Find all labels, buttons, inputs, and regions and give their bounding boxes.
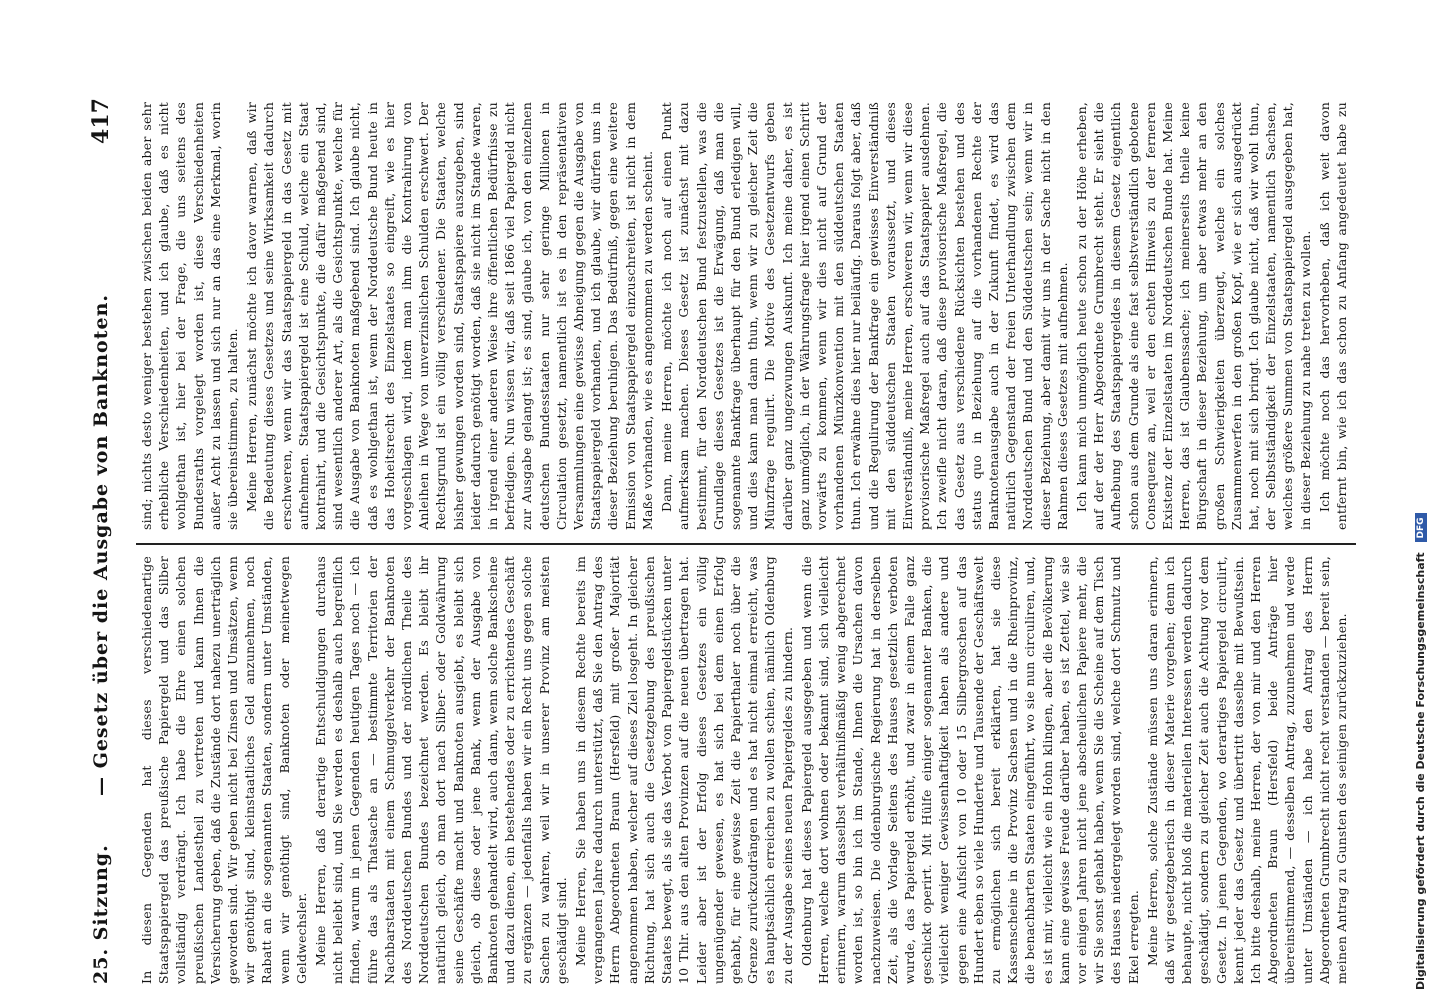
paragraph-text: Ich möchte noch das hervorheben, daß ich weit davon entfernt bin, wie ich das schon zu Anfang angedeutet habe zu — [1316, 102, 1350, 530]
paragraph-text: Meine Herren, Sie haben uns in diesem Rechte bereits im vergangenen Jahre dadurch unterstützt, daß Sie den Antrag des Herrn Abgeordneten Braun (Hersfeld) mit großer Majorität angenommen haben, welcher auf dieses Ziel losgeht. In gleicher Richtung, hat sich auch die Gesetzgebung des preußischen Staates bewegt, als sie das Verbot von Papiergeldstücken unter 10 Thlr. aus den alten Provinzen auf die neuen übertragen hat. Leider aber ist der Erfolg dieses Gesetzes ein völlig ungenügender gewesen, es hat sich bei dem einen Erfolg gehabt, für eine gewisse Zeit die Papierthaler noch über die Grenze zurückzudrängen und es hat nicht einmal erreicht, was es hauptsächlich erreichen zu wollen schien, nämlich Oldenburg zu der Ausgabe seines neuen Papiergeldes zu hindern. — [573, 556, 795, 984]
paragraph-text: sind; nichts desto weniger bestehen zwischen beiden aber sehr erhebliche Verschiedenheiten, und ich glaube, daß es nicht wohlgethan ist, hier bei der Frage, die uns seitens des Bundesraths vorgelegt worden ist, diese Verschiedenheiten außer Acht zu lassen und sich nur an das eine Merkmal, worin sie übereinstimmen, zu halten. — [139, 102, 241, 530]
paragraph — [1073, 102, 1314, 530]
rotated-print-sheet — [80, 87, 1380, 992]
paragraph — [1352, 556, 1353, 984]
right-text-column — [138, 102, 1353, 530]
paragraph-text: Dann, meine Herren, möchte ich noch auf einen Punkt aufmerksam machen. Dieses Gesetz ist zunächst mit dazu bestimmt, für den Norddeutschen Bund festzustellen, was die Grundlage dieses Gesetzes ist die Erwägung, daß man die sogenannte Bankfrage überhaupt für den Bund erledigen will, und dies kann man dann thun, wenn wir zu gleicher Zeit die Münzfrage regulirt. Die Motive des Gesetzentwurfs geben darüber ganz ungezwungen Auskunft. Ich meine daher, es ist ganz unmöglich, in der Währungsfrage hier irgend einen Schritt vorwärts zu kommen, wenn wir dies nicht auf Grund der vorhandenen Münzkonvention mit den süddeutschen Staaten thun. Ich erwähne dies hier nur beiläufig. Daraus folgt aber, daß und die Regulirung der Bankfrage ein gewisses Einverständniß mit den süddeutschen Staaten voraussetzt, und dieses Einverständniß, meine Herren, erschweren wir, wenn wir diese provisorische Maßregel auch auf das Staatspapier ausdehnen. Ich zweifle nicht daran, daß diese provisorische Maßregel, die das Gesetz aus verschiedene Rücksichten bestehen und des status quo in Beziehung auf die vorhandenen Rechte der Banknotenausgabe auch in der Zukunft findet, es wird das natürlich Gegenstand der freien Unterhandlung zwischen dem Norddeutschen Bund und den Süddeutschen sein; wenn wir in dieser Beziehung, aber damit wir uns in der Sache nicht in den Rahmen dieses Gesetzes mit aufnehmen. — [659, 102, 1070, 530]
paragraph — [1144, 556, 1350, 984]
paragraph — [243, 102, 656, 530]
paragraph — [138, 102, 241, 530]
paragraph-text: In diesen Gegenden hat dieses verschiedenartige Staatspapiergeld das preußische Papiergeld und das Silber vollständig verdrängt. Ich habe die Ehre einen solchen preußischen Landestheil zu vertreten und kann Ihnen die Versicherung geben, daß die Zustände dort nahezu unerträglich geworden sind. Wir geben nicht bei Zinsen und Umsätzen, wenn wir genöthigt sind, kleinstaatliches Geld anzunehmen, noch Rabatt an die sogenannten Staaten, sondern unter Umständen, wenn wir genöthigt sind, Banknoten oder meinetwegen Geldwechsler. — [139, 556, 309, 984]
paragraph-text: Meine Herren, solche Zustände müssen uns daran erinnern, daß wir gesetzgeberisch in dieser Materie vorgehen; denn ich behaupte, nicht bloß die materiellen Interessen werden dadurch geschädigt, sondern zu gleicher Zeit auch die Achtung vor dem Gesetz. In jenen Gegenden, wo derartiges Papiergeld circulirt, kennt jeder das Gesetz und übertritt dasselbe mit Bewußtsein. Ich bitte deshalb, meine Herren, der von mir und den Herren Abgeordneten Braun (Hersfeld) beide Anträge hier übereinstimmend, — desselben Antrag, zuzunehmen und werde unter Umständen — ich habe den Antrag des Herrn Abgeordneten Grumbrecht nicht recht verstanden — bereit sein, meinen Antrag zu Gunsten des seinigen zurückzuziehen. — [1144, 556, 1350, 984]
paragraph-text: Oldenburg hat dieses Papiergeld ausgegeben und wenn die Herren, welche dort wohnen oder bekannt sind, sich vielleicht erinnern, warum dasselbst verhältnißmäßig wenig abgerechnet worden ist, so bin ich im Stande, Ihnen die Ursachen davon nachzuweisen. Die oldenburgische Regierung hat in derselben Zeit, als die Vorlage Seitens des Hauses gesetzlich verboten wurde, das Papiergeld erhöht, und zwar in einem Falle ganz geschickt operirt. Mit Hülfe einiger sogenannter Banken, die vielleicht weniger Gewissenhaftigkeit haben als andere und gegen eine Aufsicht von 10 oder 15 Silbergroschen auf das Hundert eben so viele Hunderte und Tausende der Geschäftswelt zu ermöglichen sich bereit erklärten, hat sie diese Kassenscheine in die Provinz Sachsen und in die Rheinprovinz, die benachbarten Staaten eingeführt, wo sie nun circuliren, und, es ist mir, vielleicht wie ein Hohn klingen, aber die Bevölkerung kann eine gewisse Freude darüber haben, es ist Zettel, wie sie vor einigen Jahren nicht jene abscheulichen Papiere mehr, die wir Sie sonst gehabt haben, wenn Sie die Scheine auf dem Tisch des Hauses niedergelegt worden sind, welche dort Schmutz und Ekel erregten. — [798, 556, 1141, 984]
paragraph-text: Meine Herren, zunächst möchte ich davor warnen, daß wir die Bedeutung dieses Gesetzes und seine Wirksamkeit dadurch erschweren, wenn wir das Staatspapiergeld in das Gesetz mit aufnehmen. Staatspapiergeld ist eine Schuld, welche ein Staat kontrahirt, und die Gesichtspunkte, die dafür maßgebend sind, sind wesentlich anderer Art, als die Gesichtspunkte, welche für die Ausgabe von Banknoten maßgebend sind. Ich glaube nicht, daß es wohlgethan ist, wenn der Norddeutsche Bund heute in das Hoheitsrecht des Einzelstaates so eingreift, wie es hier vorgeschlagen wird, indem man ihm die Kontrahirung von Anleihen in Wege von unverzinslichen Schulden erschwert. Der Rechtsgrund ist ein völlig verschiedener. Die Staaten, welche bisher gewungen worden sind, Staatspapiere auszugeben, sind leider dadurch genötigt worden, daß sie nicht im Stande waren, in irgend einer anderen Weise ihre öffentlichen Bedürfnisse zu befriedigen. Nun wissen wir, daß seit 1866 viel Papiergeld nicht zur Ausgabe gelangt ist; es sind, glaube ich, von den einzelnen deutschen Bundesstaaten nur sehr geringe Millionen in Circulation gesetzt, namentlich ist es in den repräsentativen Versammlungen eine gewisse Abneigung gegen die Ausgabe von Staatspapiergeld vorhanden, und ich glaube, wir dürfen uns in dieser Beziehung beruhigen. Das Bedürfniß, gegen eine weitere Emission von Staatspapiergeld einzuschreiten, ist nicht in dem Maße vorhanden, wie es angenommen zu werden scheint. — [244, 102, 655, 530]
paragraph — [312, 556, 570, 984]
paragraph — [138, 556, 310, 984]
digitization-notice-text: Digitalisierung gefördert durch die Deutsche Forschungsgemeinschaft — [1414, 552, 1427, 990]
paragraph — [798, 556, 1142, 984]
paragraph — [1316, 102, 1353, 530]
column-divider — [136, 543, 1356, 545]
left-text-column — [138, 556, 1353, 984]
dfg-logo: DFG — [1415, 513, 1427, 542]
topic-title: — Gesetz über die Ausgabe von Banknoten. — [90, 293, 112, 796]
paragraph-text: Ich kann mich unmöglich heute schon zu der Höhe erheben, auf der der Herr Abgeordnete Grumbrecht steht. Er sieht die Aufhebung des Staatspapiergeldes in diesem Gesetz eigentlich schon aus dem Grunde als eine fast selbstverständlich gebotene Consequenz an, weil er den echten Hinweis zu der ferneren Existenz der Einzelstaaten im Norddeutschen Bunde hat. Meine Herren, das ist Glaubenssache; ich meinerseits theile keine Bürgschaft in dieser Beziehung, um aber etwas mehr an den großen Schwierigkeiten überzeugt, welche ein solches Zusammenwerfen in den großen Kopf, wie er sich ausgedrückt hat, noch mit sich bringt. Ich glaube nicht, daß wir wohl thun, der Selbstständigkeit der Einzelstaaten, namentlich Sachsen, welches größere Summen von Staatspapiergeld ausgegeben hat, in dieser Beziehung zu nahe treten zu wollen. — [1073, 102, 1313, 530]
paragraph — [572, 556, 796, 984]
digitization-notice — [1414, 513, 1427, 990]
page-number: 417 — [88, 98, 114, 144]
paragraph-text: Meine Herren, daß derartige Entschuldigungen durchaus nicht beliebt sind, und Sie werden es deshalb auch begreiflich finden, warum in jenen Gegenden heutigen Tages noch — ich führe das als Thatsache an — bestimmte Territorien der Nachbarstaaten mit einem Schmuggelverkehr der Banknoten des Norddeutschen Bundes und der nördlichen Theile des Norddeutschen Bundes bezeichnet werden. Es bleibt ihr natürlich gleich, ob man dort nach Silber- oder Goldwährung seine Geschäfte macht und Banknoten ausgiebt, es bleibt sich gleich, ob diese oder jene Bank, wenn der Ausgabe von Banknoten gehandelt wird, auch dann, wenn solche Bankscheine und dazu dienen, ein bestehendes oder zu errichtendes Geschäft zu ergänzen — jedenfalls haben wir ein Recht uns gegen solche Sachen zu wahren, weil wir in unserer Provinz am meisten geschädigt sind. — [313, 556, 569, 984]
running-header — [86, 94, 134, 984]
paragraph — [658, 102, 1071, 530]
session-title: 25. Sitzung. — [90, 844, 112, 984]
